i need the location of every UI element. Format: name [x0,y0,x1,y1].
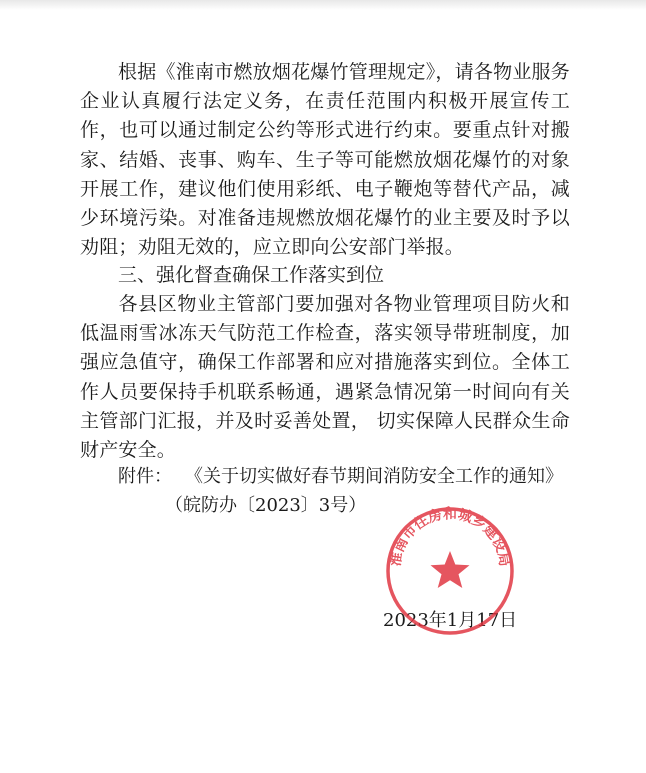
body-paragraph-2 [80,290,570,465]
body-paragraph-2-text: 各县区物业主管部门要加强对各物业管理项目防火和低温雨雪冰冻天气防范工作检查，落实领导带班制度，加强应急值守，确保工作部署和应对措施落实到位。全体工作人员要保持手机联系畅通，遇紧急情况第一时间向有关主管部门汇报，并及时妥善处置， 切实保障人民群众生命财产安全。 [80,293,570,462]
attachment-title: 《关于切实做好春节期间消防安全工作的通知》 [185,466,563,487]
section-3-heading: 三、强化督查确保工作落实到位 [118,264,385,286]
attachment-label: 附件： [118,466,172,487]
seal-star-icon [431,551,470,588]
body-paragraph-1 [80,58,570,262]
issue-date: 2023年1月17日 [383,610,518,631]
page-top-edge [0,0,646,10]
seal-text: 淮南市住房和城乡建设局 [387,506,513,568]
body-paragraph-1-text: 根据《淮南市燃放烟花爆竹管理规定》，请各物业服务企业认真履行法定义务，在责任范围内积极开展宣传工作，也可以通过制定公约等形式进行约束。要重点针对搬家、结婚、丧事、购车、生子等可能燃放烟花爆竹的对象开展工作，建议他们使用彩纸、电子鞭炮等替代产品，减少环境污染。对准备违规燃放烟花爆竹的业主要及时予以劝阻；劝阻无效的，应立即向公安部门举报。 [80,61,570,259]
attachment-doc-number: （皖防办〔2023〕3号） [165,495,367,516]
official-seal [384,505,516,637]
